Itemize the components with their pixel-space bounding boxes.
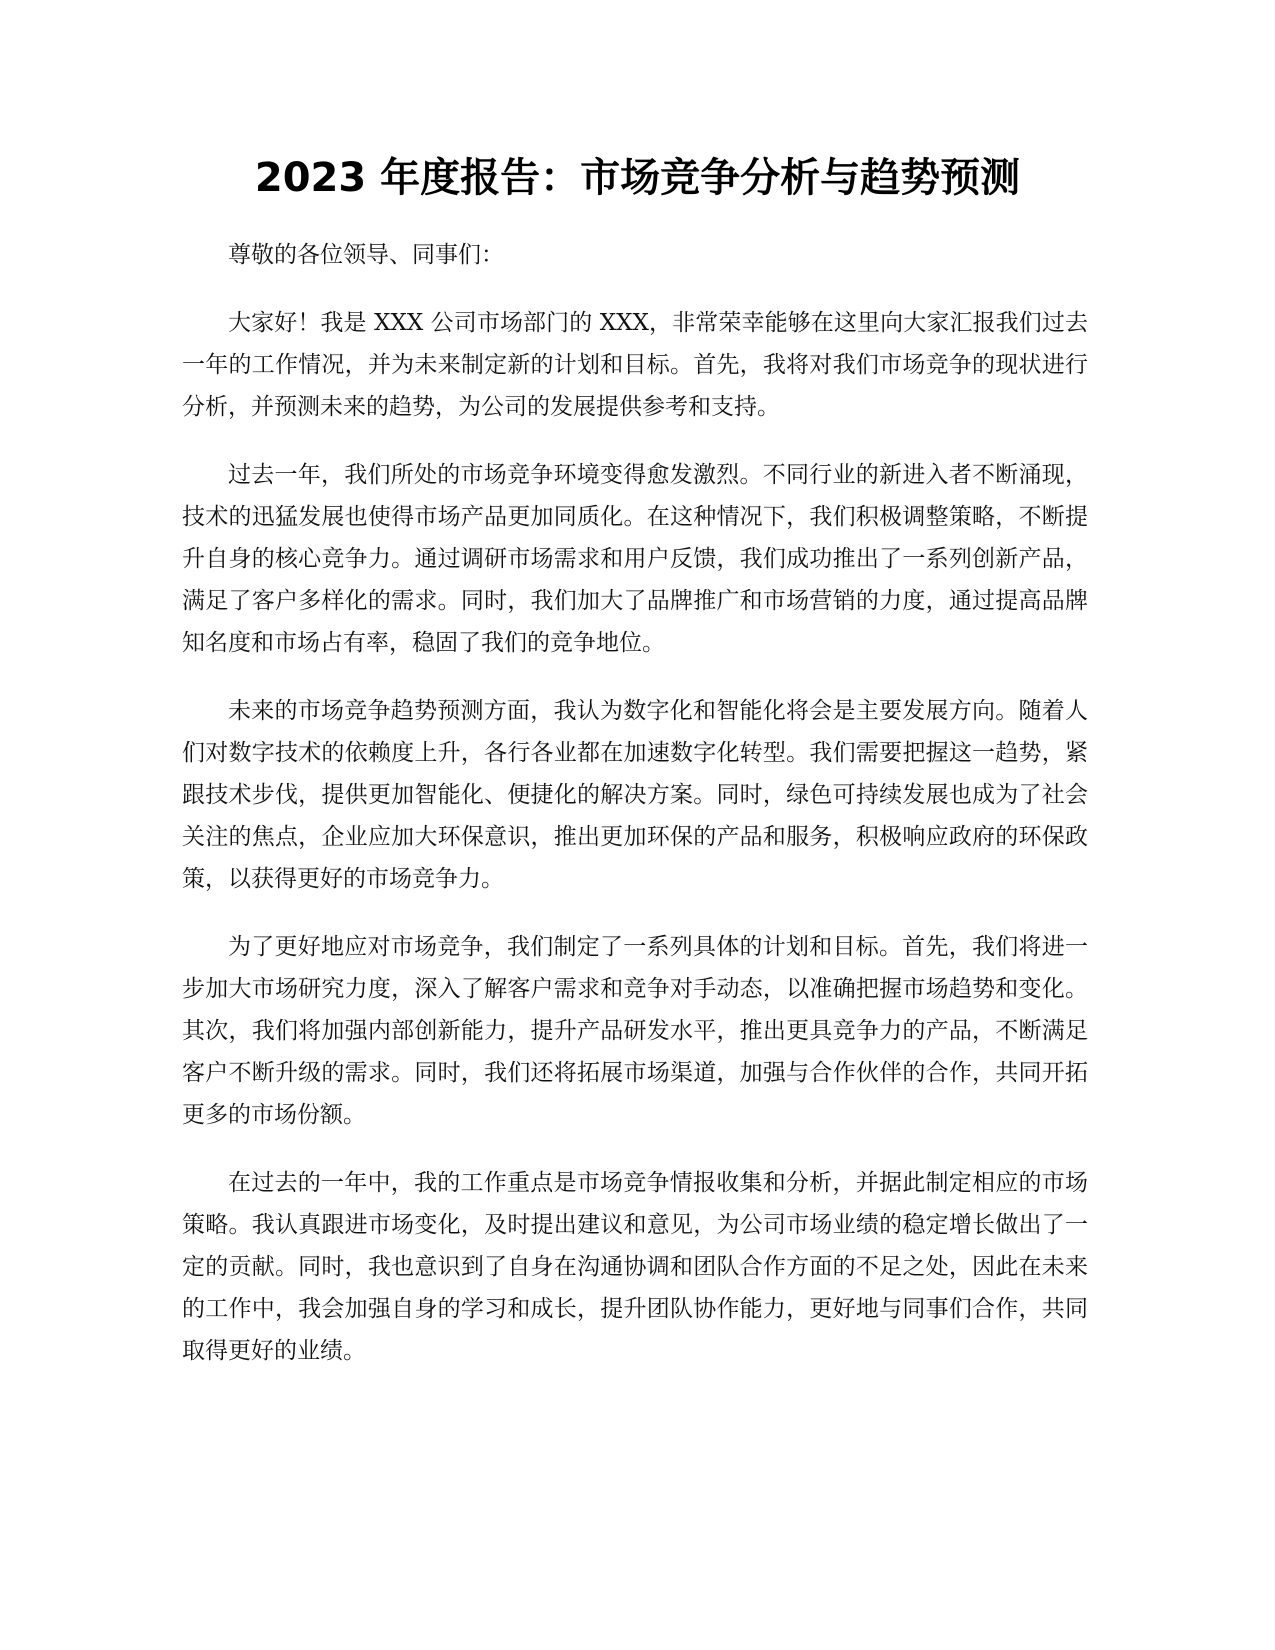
intro-paragraph: 大家好！我是 XXX 公司市场部门的 XXX，非常荣幸能够在这里向大家汇报我们过去一年的工作情况，并为未来制定新的计划和目标。首先，我将对我们市场竞争的现状进行分析，并预测未来的趋势，为公司的发展提供参考和支持。 bbox=[182, 310, 1088, 420]
document-title: 2023 年度报告：市场竞争分析与趋势预测 bbox=[254, 155, 1021, 201]
document-body bbox=[182, 234, 1088, 1398]
greeting-paragraph: 尊敬的各位领导、同事们： bbox=[228, 242, 504, 268]
personal-summary-paragraph: 在过去的一年中，我的工作重点是市场竞争情报收集和分析，并据此制定相应的市场策略。我认真跟进市场变化，及时提出建议和意见，为公司市场业绩的稳定增长做出了一定的贡献。同时，我也意识到了自身在沟通协调和团队合作方面的不足之处，因此在未来的工作中，我会加强自身的学习和成长，提升团队协作能力，更好地与同事们合作，共同取得更好的业绩。 bbox=[182, 1170, 1088, 1364]
market-review-paragraph: 过去一年，我们所处的市场竞争环境变得愈发激烈。不同行业的新进入者不断涌现，技术的迅猛发展也使得市场产品更加同质化。在这种情况下，我们积极调整策略，不断提升自身的核心竞争力。通过调研市场需求和用户反馈，我们成功推出了一系列创新产品，满足了客户多样化的需求。同时，我们加大了品牌推广和市场营销的力度，通过提高品牌知名度和市场占有率，稳固了我们的竞争地位。 bbox=[182, 462, 1088, 656]
plans-goals-paragraph: 为了更好地应对市场竞争，我们制定了一系列具体的计划和目标。首先，我们将进一步加大市场研究力度，深入了解客户需求和竞争对手动态，以准确把握市场趋势和变化。其次，我们将加强内部创新能力，提升产品研发水平，推出更具竞争力的产品，不断满足客户不断升级的需求。同时，我们还将拓展市场渠道，加强与合作伙伴的合作，共同开拓更多的市场份额。 bbox=[182, 934, 1088, 1128]
trend-forecast-paragraph: 未来的市场竞争趋势预测方面，我认为数字化和智能化将会是主要发展方向。随着人们对数字技术的依赖度上升，各行各业都在加速数字化转型。我们需要把握这一趋势，紧跟技术步伐，提供更加智能化、便捷化的解决方案。同时，绿色可持续发展也成为了社会关注的焦点，企业应加大环保意识，推出更加环保的产品和服务，积极响应政府的环保政策，以获得更好的市场竞争力。 bbox=[182, 698, 1088, 892]
